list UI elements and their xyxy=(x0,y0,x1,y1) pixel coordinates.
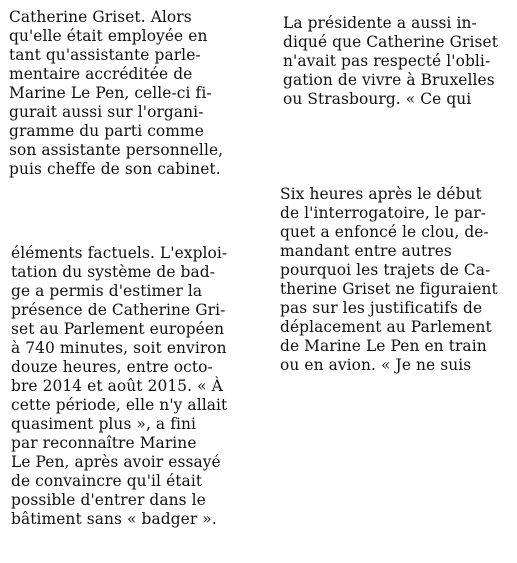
text-block-top-left xyxy=(9,8,251,179)
text-block-bottom-left xyxy=(11,244,251,529)
text-line: ou Strasbourg. « Ce qui xyxy=(283,90,472,108)
text-line: Catherine Griset. Alors xyxy=(9,8,192,26)
text-line: éléments factuels. L'exploi- xyxy=(11,244,228,262)
text-line: qu'elle était employée en xyxy=(9,27,208,45)
text-line: gurait aussi sur l'organi- xyxy=(9,103,204,121)
text-line: bâtiment sans « badger ». xyxy=(11,510,217,528)
text-line: son assistante personnelle, xyxy=(9,141,224,159)
text-line: présence de Catherine Gri- xyxy=(11,301,226,319)
text-line: puis cheffe de son cabinet. xyxy=(9,160,221,178)
text-line: Le Pen, après avoir essayé xyxy=(11,453,221,471)
text-line: pas sur les justificatifs de xyxy=(280,299,483,317)
text-line: ou en avion. « Je ne suis xyxy=(280,356,472,374)
text-line: bre 2014 et août 2015. « À xyxy=(11,377,223,395)
text-line: La présidente a aussi in- xyxy=(283,14,477,32)
text-line: douze heures, entre octo- xyxy=(11,358,213,376)
text-block-top-right xyxy=(283,14,513,109)
text-line: Six heures après le début xyxy=(280,185,482,203)
text-line: de Marine Le Pen en train xyxy=(280,337,487,355)
text-line: de l'interrogatoire, le par- xyxy=(280,204,487,222)
text-line: pourquoi les trajets de Ca- xyxy=(280,261,491,279)
text-line: à 740 minutes, soit environ xyxy=(11,339,227,357)
text-line: n'avait pas respecté l'obli- xyxy=(283,52,491,70)
text-line: quasiment plus », a fini xyxy=(11,415,197,433)
text-line: cette période, elle n'y allait xyxy=(11,396,228,414)
text-line: mentaire accréditée de xyxy=(9,65,193,83)
text-line: ge a permis d'estimer la xyxy=(11,282,203,300)
text-line: Marine Le Pen, celle-ci fi- xyxy=(9,84,212,102)
text-block-bottom-right xyxy=(280,185,512,375)
text-line: mandant entre autres xyxy=(280,242,452,260)
text-line: de convaincre qu'il était xyxy=(11,472,203,490)
text-line: therine Griset ne figuraient xyxy=(280,280,498,298)
text-line: possible d'entrer dans le xyxy=(11,491,206,509)
text-line: déplacement au Parlement xyxy=(280,318,492,336)
text-line: diqué que Catherine Griset xyxy=(283,33,499,51)
text-line: set au Parlement européen xyxy=(11,320,225,338)
text-line: gation de vivre à Bruxelles xyxy=(283,71,495,89)
text-line: tation du système de bad- xyxy=(11,263,216,281)
text-line: tant qu'assistante parle- xyxy=(9,46,201,64)
text-line: gramme du parti comme xyxy=(9,122,204,140)
text-line: quet a enfoncé le clou, de- xyxy=(280,223,489,241)
text-line: par reconnaître Marine xyxy=(11,434,197,452)
